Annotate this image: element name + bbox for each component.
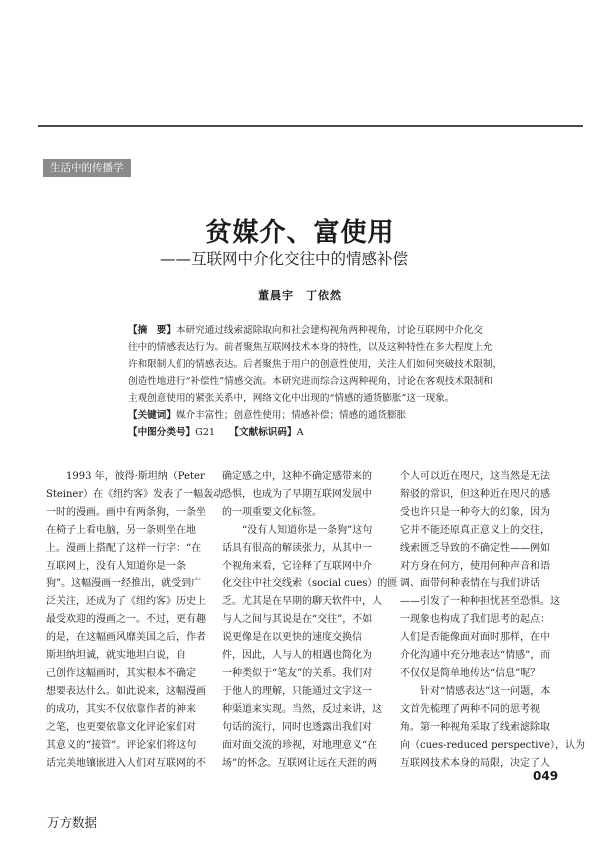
body-line: 互联网技术本身的局限，决定了人: [400, 757, 550, 769]
body-line: 说更像是在以更快的速度交换信: [222, 632, 362, 644]
keywords-line: [128, 407, 506, 424]
body-line: 己创作这幅画时，其实根本不确定: [46, 667, 196, 679]
body-line: “没有人知道你是一条狗”这句: [222, 524, 373, 536]
classification-value: G21: [195, 427, 216, 438]
classification-line: [128, 424, 506, 441]
body-line: 一现象也构成了我们思考的起点：: [400, 614, 550, 626]
keywords-text: 媒介丰富性；创意性使用；情感补偿；情感的通货膨胀: [175, 410, 407, 421]
section-tag: 生活中的传播学: [43, 159, 131, 177]
body-column-3: [400, 468, 586, 772]
body-line: 不仅仅是简单地传达“信息”呢？: [400, 667, 541, 679]
body-line: 狗”。这幅漫画一经推出，就受到广: [46, 578, 202, 590]
body-line: 的是，在这幅画风靡美国之后，作者: [46, 632, 206, 644]
body-line: 向（cues-reduced perspective），认为: [400, 739, 586, 751]
body-line: 句话的流行，同时也透露出我们对: [222, 721, 372, 733]
body-line: 它并不能还原真正意义上的交往，: [400, 524, 550, 536]
abstract-line: [128, 322, 506, 339]
body-line: 个视角来看，它诠释了互联网中介: [222, 560, 372, 572]
footer-brand: 万方数据: [47, 815, 98, 830]
body-line: 确定感之中，这种不确定感带来的: [222, 471, 372, 482]
body-line: 其意义的“接管”。评论家们将这句: [46, 739, 197, 751]
abstract-line: 往中的情感表达行为。前者聚焦互联网技术本身的特性，以及这种特性在多大程度上允: [128, 342, 493, 353]
body-line: 场”的怀念。互联网让远在天涯的两: [222, 757, 378, 769]
body-line: 恐惧，也成为了早期互联网发展中: [222, 488, 372, 500]
body-line: 的成功，其实不仅依靠作者的神来: [46, 703, 196, 715]
abstract-line: 主观创意使用的紧张关系中，网络文化中出现的“情感的通货膨胀”这一现象。: [128, 393, 455, 404]
body-line: 一时的漫画。画中有两条狗，一条坐: [46, 506, 206, 518]
body-line: 受也许只是一种夸大的幻象，因为: [400, 506, 550, 518]
abstract-line: 创造性地进行“补偿性”情感交流。本研究进而综合这两种视角，讨论在客观技术限制和: [128, 376, 493, 387]
body-column-1: [46, 468, 224, 772]
keywords-label: 【关键词】: [128, 410, 176, 421]
article-subtitle: ——互联网中介化交往中的情感补偿: [160, 250, 409, 268]
body-line: 在椅子上看电脑，另一条则坐在地: [46, 524, 196, 536]
body-line: 角。第一种视角采取了线索滤除取: [400, 721, 550, 733]
body-line: 互联网上，没有人知道你是一条: [46, 560, 186, 572]
body-line: 泛关注，还成为了《纽约客》历史上: [46, 596, 206, 608]
body-line: Steiner）在《纽约客》发表了一幅轰动: [46, 488, 224, 500]
body-line: 上。漫画上搭配了这样一行字：“在: [46, 542, 202, 554]
classification-label: 【中图分类号】: [128, 427, 196, 438]
body-line: 想要表达什么。如此说来，这幅漫画: [46, 685, 206, 697]
body-line: 于他人的理解，只能通过文字这一: [222, 685, 372, 697]
article-title: 贫媒介、富使用: [205, 218, 395, 248]
body-line: 之笔，也更要依靠文化评论家们对: [46, 721, 196, 733]
body-line: 调、面带何种表情在与我们讲话: [400, 578, 540, 590]
body-line: 斯坦纳坦诚，就实地坦白说，自: [46, 650, 186, 662]
body-line: 个人可以近在咫尺，这当然是无法: [400, 471, 550, 482]
body-line: 话具有很高的解读张力，从其中一: [222, 542, 372, 554]
page-number: 049: [533, 769, 559, 783]
body-line: 人们是否能像面对面时那样，在中: [400, 632, 550, 644]
top-rule: [38, 125, 583, 127]
body-line: 对方身在何方，使用何种声音和语: [400, 560, 550, 572]
body-line: 种渠道来实现。当然，反过来讲，这: [222, 703, 382, 715]
doc-id-label: 【文献标识码】: [234, 427, 297, 438]
body-column-2: [222, 468, 398, 772]
body-line: 化交往中社交线索（social cues）的匮: [222, 578, 398, 590]
body-line: 最受欢迎的漫画之一。不过，更有趣: [46, 614, 206, 626]
body-line: 1993 年，彼得·斯坦纳（Peter: [46, 471, 205, 482]
body-line: 辩驳的常识，但这种近在咫尺的感: [400, 488, 550, 500]
authors: 董晨宇 丁依然: [258, 289, 342, 302]
body-line: 面对面交流的珍视，对地理意义“在: [222, 739, 378, 751]
body-line: 介化沟通中充分地表达“情感”，而: [400, 650, 551, 662]
body-line: 线索匮乏导致的不确定性——例如: [400, 542, 550, 554]
body-line: 话完美地镶嵌进入人们对互联网的不: [46, 757, 206, 769]
abstract-block: [128, 322, 506, 441]
abstract-text: 本研究通过线索滤除取向和社会建构视角两种视角，讨论互联网中介化交: [175, 325, 483, 336]
body-line: ——引发了一种种担忧甚至恐惧。这: [400, 596, 560, 608]
body-line: 针对“情感表达”这一问题，本: [400, 685, 551, 697]
body-line: 的一项重要文化标签。: [222, 506, 322, 518]
abstract-label: 【摘 要】: [128, 325, 176, 336]
body-line: 与人之间与其说是在“交往”，不如: [222, 614, 373, 626]
doc-id-value: A: [296, 427, 304, 438]
body-line: 文首先梳理了两种不同的思考视: [400, 703, 540, 715]
body-line: 一种类似于“笔友”的关系。我们对: [222, 667, 373, 679]
body-line: 件，因此，人与人的相遇也简化为: [222, 650, 372, 662]
abstract-line: 许和限制人们的情感表达。后者聚焦于用户的创意性使用，关注人们如何突破技术限制，: [128, 359, 503, 370]
body-line: 乏。尤其是在早期的聊天软件中，人: [222, 596, 382, 608]
